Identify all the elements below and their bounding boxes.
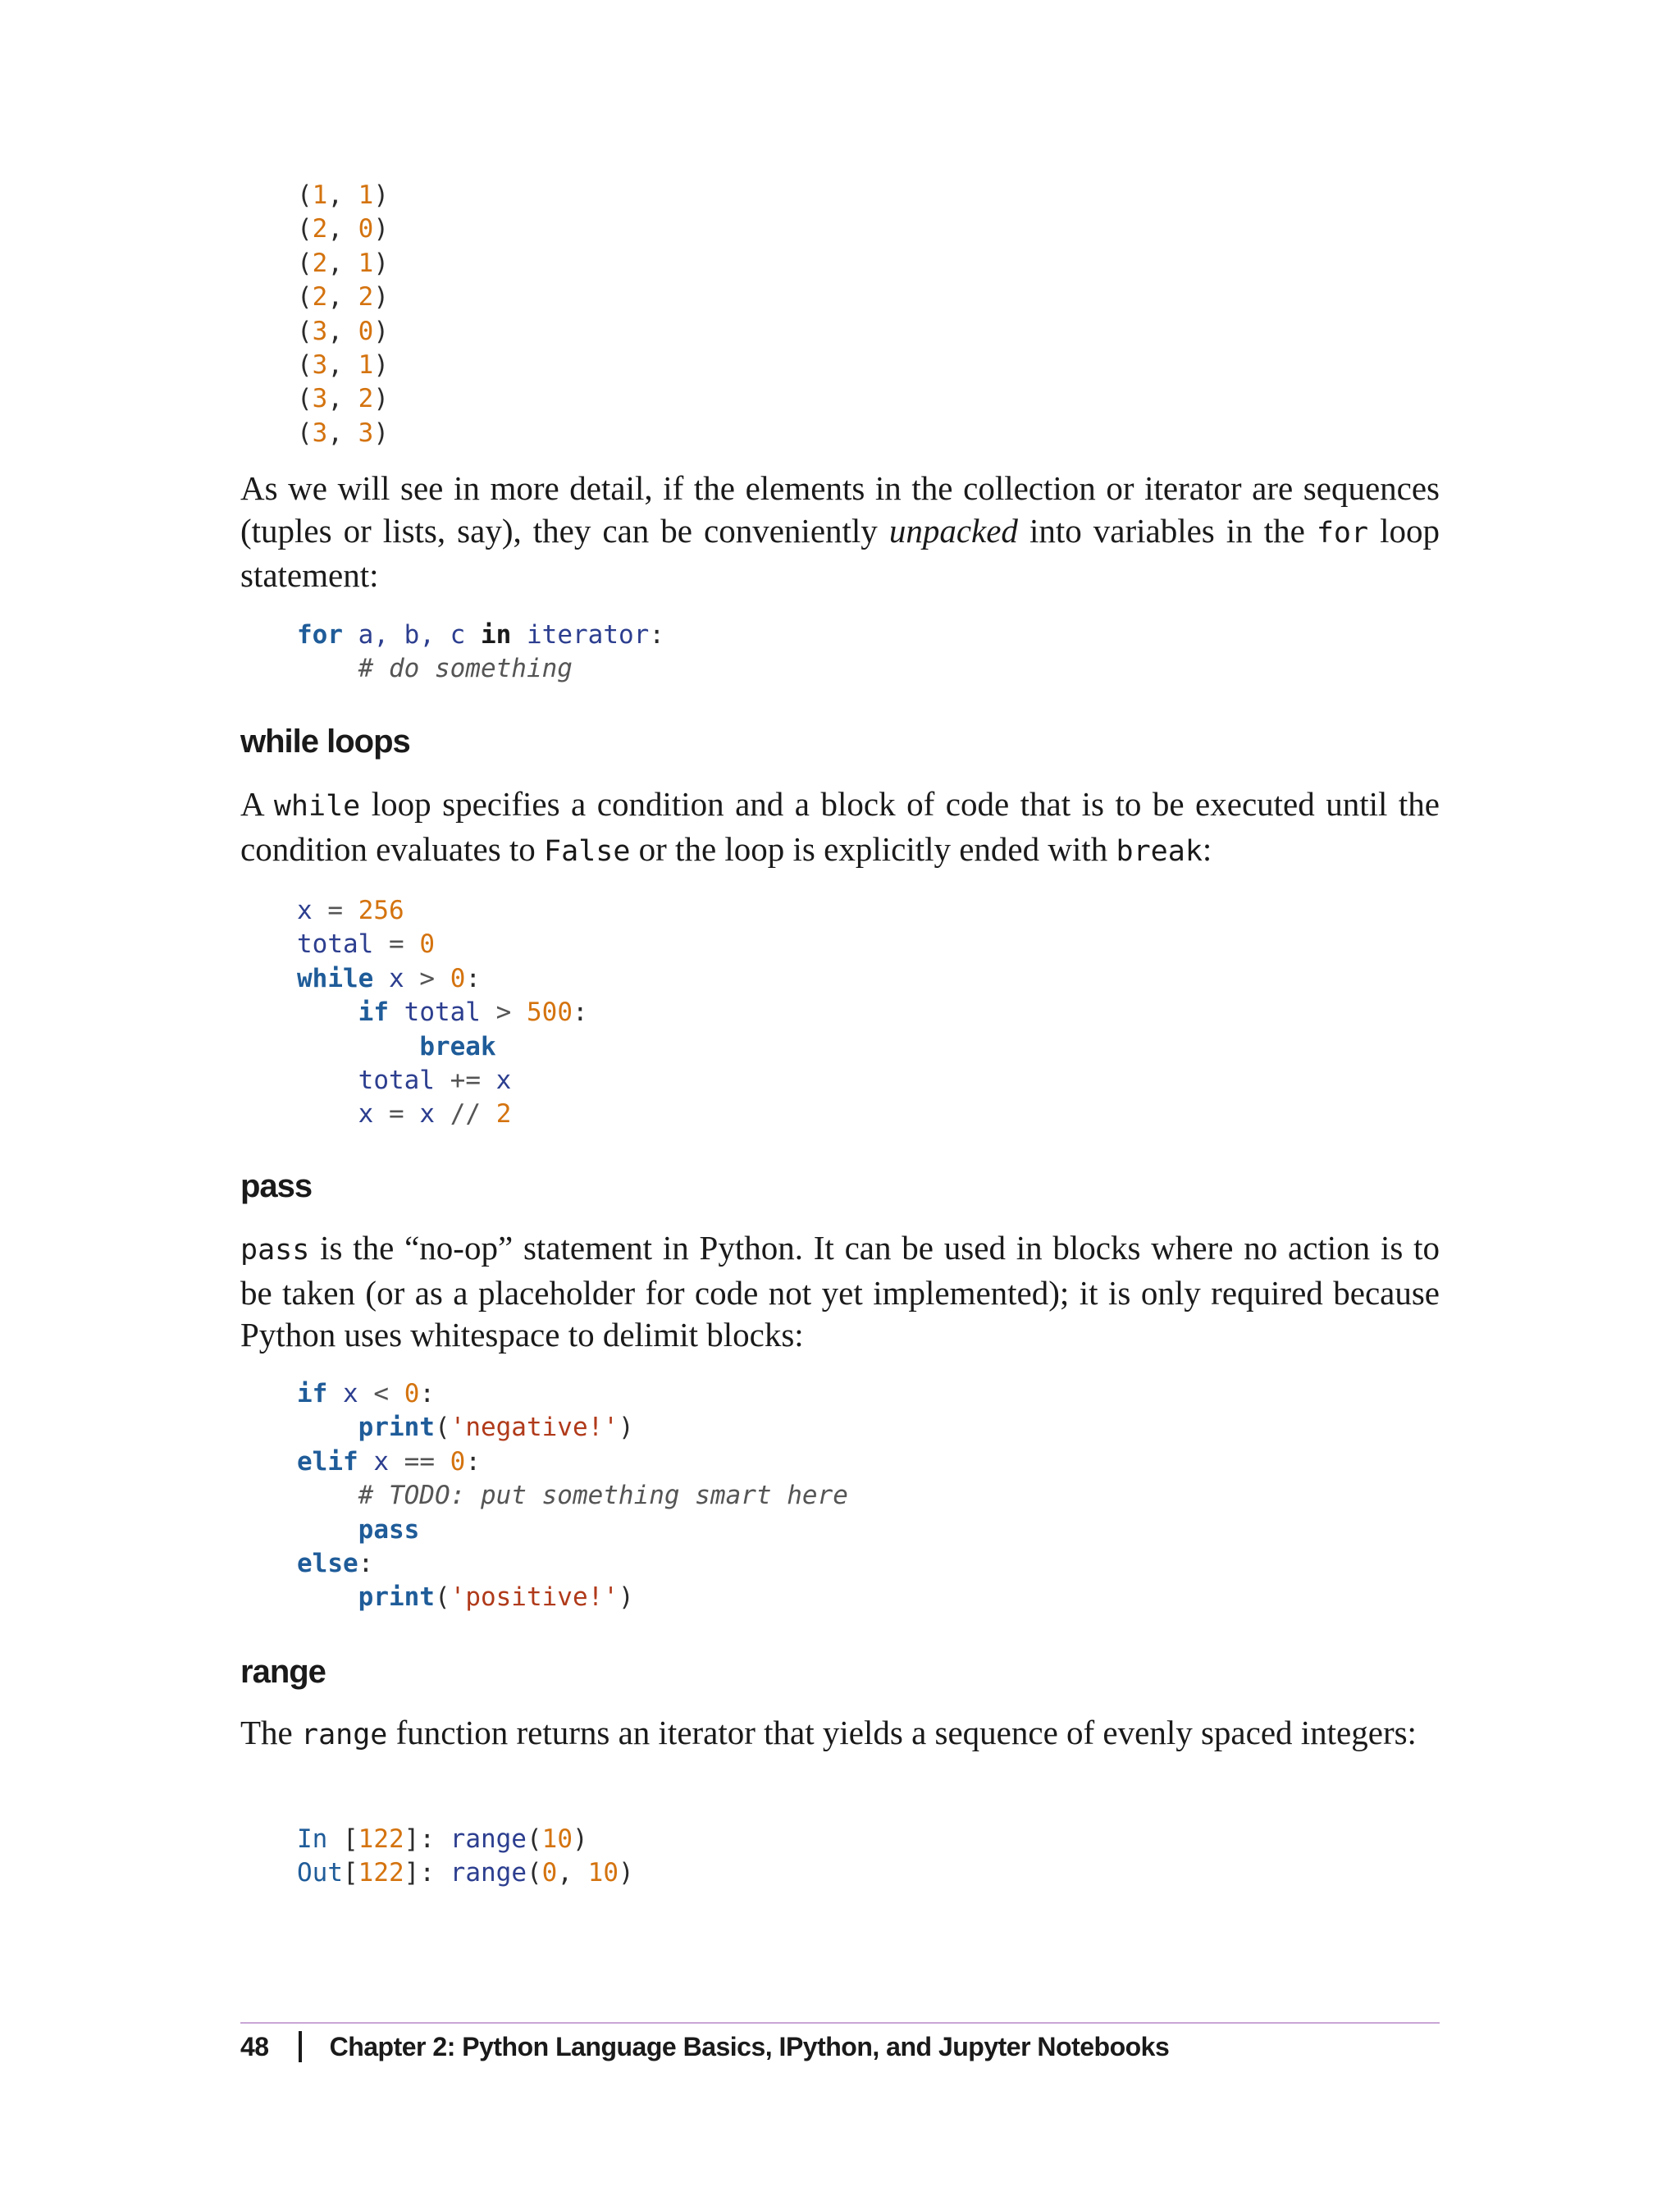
- section-heading-pass: pass: [240, 1168, 313, 1204]
- paragraph-unpacking: As we will see in more detail, if the elements in the collection or iterator are sequences (tuples or lists, say), they can be conveniently unpacked into variables in the for loop statement:: [240, 469, 1440, 594]
- tuple-line: (1, 1): [297, 180, 390, 210]
- tuple-line: (3, 3): [297, 418, 390, 448]
- section-heading-while-loops: while loops: [240, 724, 410, 760]
- code-block-for-unpack: for a, b, c in iterator: # do something: [297, 620, 664, 684]
- tuple-line: (3, 1): [297, 349, 390, 380]
- code-block-while: x = 256 total = 0 while x > 0: if total > 500: break total += x x = x // 2: [297, 896, 588, 1130]
- page-number: 48: [240, 2032, 269, 2061]
- code-block-range: In [122]: range(10) Out[122]: range(0, 10): [297, 1824, 634, 1888]
- emphasis-unpacked: unpacked: [888, 511, 1018, 550]
- footer-rule: [240, 2022, 1440, 2024]
- code-block-tuples: [297, 179, 389, 450]
- tuple-line: (2, 1): [297, 248, 390, 278]
- inline-code-while: while: [273, 790, 361, 823]
- page-footer: [240, 2031, 1169, 2062]
- paragraph-range: The range function returns an iterator that yields a sequence of evenly spaced integers:: [240, 1714, 1417, 1751]
- inline-code-range: range: [301, 1719, 388, 1751]
- tuple-line: (3, 2): [297, 384, 390, 414]
- paragraph-pass: pass is the “no-op” statement in Python. It can be used in blocks where no action is to be taken (or as a placeholder for code not yet implemented); it is only required because Python uses whitespace to delimit blocks:: [240, 1229, 1440, 1354]
- section-heading-range: range: [240, 1654, 326, 1690]
- code-block-pass: if x < 0: print('negative!') elif x == 0: # TODO: put something smart here pass else: print('positive!'): [297, 1379, 848, 1613]
- inline-code-for: for: [1316, 516, 1369, 550]
- tuple-line: (2, 2): [297, 282, 390, 313]
- tuple-line: (2, 0): [297, 214, 390, 244]
- paragraph-while: A while loop specifies a condition and a block of code that is to be executed until the condition evaluates to False or the loop is explicitly ended with break:: [240, 785, 1440, 868]
- inline-code-break: break: [1116, 834, 1203, 868]
- inline-code-pass: pass: [240, 1234, 310, 1267]
- tuple-line: (3, 0): [297, 316, 390, 346]
- inline-code-false: False: [544, 834, 631, 868]
- chapter-title: Chapter 2: Python Language Basics, IPython, and Jupyter Notebooks: [329, 2032, 1170, 2061]
- footer-separator: [299, 2031, 302, 2062]
